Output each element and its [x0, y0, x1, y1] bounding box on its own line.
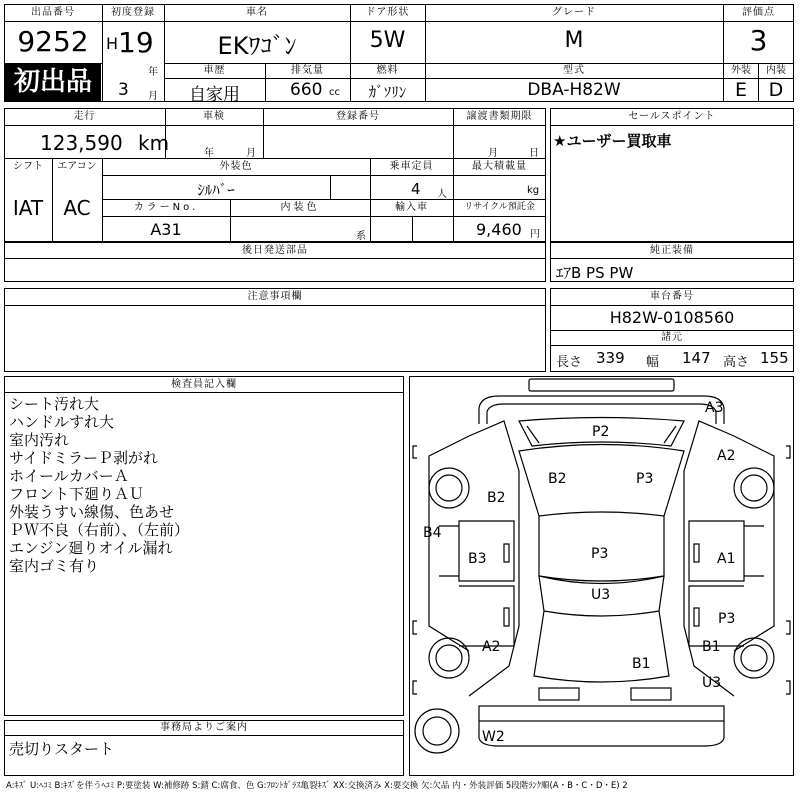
load-unit: kg [527, 185, 540, 196]
import-label: 輸入車 [371, 201, 452, 214]
color: ｼﾙﾊﾞｰ [197, 181, 235, 199]
fuel: ｶﾞｿﾘﾝ [368, 83, 407, 101]
inspector-note: ホイールカバーＡ [9, 467, 129, 485]
inspector-label: 検査員記入欄 [5, 378, 403, 391]
damage-mark: B4 [423, 525, 442, 541]
lot-no-label: 出品番号 [5, 6, 101, 19]
inspection-label: 車検 [166, 110, 262, 123]
inspector-note: エンジン廻りオイル漏れ [9, 539, 173, 557]
shift: IAT [12, 196, 44, 220]
inspector-note: 室内汚れ [9, 431, 70, 449]
car-name-label: 車名 [165, 6, 349, 19]
sales-point-frame [550, 108, 794, 242]
first-reg-label: 初度登録 [103, 6, 163, 19]
history-label: 車歴 [165, 64, 264, 77]
damage-mark: B3 [468, 551, 487, 567]
damage-mark: U3 [591, 587, 611, 603]
inspection-year-unit: 年 [204, 148, 214, 159]
recycle-unit: 円 [530, 229, 540, 240]
damage-mark: B2 [487, 490, 506, 506]
damage-mark: B1 [632, 656, 651, 672]
color-no: A31 [150, 220, 182, 239]
model: DBA-H82W [527, 80, 621, 100]
fuel-label: 燃料 [351, 64, 424, 77]
inspector-note: 外装うすい線傷、色あせ [9, 503, 175, 521]
capacity-unit: 人 [437, 189, 447, 200]
inspector-note: ＰＷ不良（右前）、（左前） [9, 521, 190, 539]
inspector-note: ハンドルすれ大 [9, 413, 115, 431]
inspector-note: フロント下廻りＡＵ [9, 485, 145, 503]
inspector-note: 室内ゴミ有り [9, 557, 100, 575]
grade-label: グレード [426, 6, 722, 19]
chassis-label: 車台番号 [551, 290, 793, 303]
score-label: 評価点 [724, 6, 793, 19]
model-label: 型式 [426, 64, 722, 77]
interior-color-unit: 系 [356, 231, 366, 242]
damage-mark: P2 [592, 424, 610, 440]
color-no-label: カラーNo. [103, 201, 229, 214]
load-label: 最大積載量 [454, 160, 545, 173]
inspector-note: サイドミラーＰ剥がれ [9, 449, 158, 467]
ac-label: エアコン [53, 160, 101, 173]
dims-label: 諸元 [551, 331, 793, 344]
damage-mark: A2 [482, 639, 501, 655]
reg-month: 3 [118, 80, 129, 100]
score: 3 [749, 24, 768, 57]
displacement-unit: cc [329, 87, 340, 98]
damage-mark: P3 [636, 471, 654, 487]
inspector-notes [9, 395, 399, 575]
office-label: 事務局よりご案内 [5, 721, 403, 734]
era: H [106, 34, 119, 53]
exterior-label: 外装 [724, 64, 758, 77]
damage-mark: P3 [718, 611, 736, 627]
exterior-rating: E [734, 79, 747, 101]
caution-label: 注意事項欄 [5, 290, 545, 303]
month-unit: 月 [148, 91, 158, 102]
length-label: 長さ [556, 355, 583, 370]
capacity: 4 [411, 180, 421, 198]
damage-mark: A1 [717, 551, 736, 567]
width: 147 [682, 349, 711, 367]
legend-text: A:ｷｽﾞ U:ﾍｺﾐ B:ｷｽﾞを伴うﾍｺﾐ P:要塗装 W:補修跡 S:錆 C:腐食、色 G:ﾌﾛﾝﾄｶﾞﾗｽ亀裂ｷｽﾞ XX:交換済み X:要交換 欠:欠品 内・外装評価 5段階ﾗﾝｸ順(A・B・C・D・E) 2 [6, 781, 628, 791]
door-type: 5W [369, 28, 406, 53]
plate-label: 登録番号 [264, 110, 452, 123]
later-parts-label: 後日発送部品 [5, 244, 545, 257]
ac: AC [63, 196, 91, 220]
color-label: 外装色 [103, 160, 369, 173]
interior-rating: D [768, 79, 784, 101]
height-label: 高さ [723, 355, 750, 370]
displacement: 660 [290, 80, 323, 100]
equipment-label: 純正装備 [551, 244, 793, 257]
interior-color-label: 内装色 [231, 201, 369, 214]
damage-mark: U3 [702, 675, 722, 691]
inspector-note: シート汚れ大 [9, 395, 100, 413]
damage-mark: B2 [548, 471, 567, 487]
transfer-day-unit: 日 [529, 148, 539, 159]
damage-mark: A2 [717, 448, 736, 464]
length: 339 [596, 349, 625, 367]
mileage-unit: km [138, 131, 170, 155]
sales-point-label: セールスポイント [551, 110, 793, 123]
recycle-label: リサイクル預託金 [454, 201, 545, 214]
mileage-label: 走行 [5, 110, 164, 123]
reg-year: 19 [118, 26, 154, 59]
office-text: 売切りスタート [9, 740, 115, 758]
lot-no: 9252 [17, 25, 89, 58]
inspection-month-unit: 月 [246, 148, 256, 159]
car-name: EKﾜｺﾞﾝ [217, 32, 297, 60]
grade: M [564, 28, 584, 53]
mileage: 123,590 [40, 131, 123, 155]
recycle-fee: 9,460 [476, 220, 522, 239]
displacement-label: 排気量 [266, 64, 349, 77]
damage-mark: P3 [591, 546, 609, 562]
sales-point-text: ★ユーザー買取車 [553, 132, 672, 150]
chassis-number: H82W-0108560 [609, 308, 735, 327]
height: 155 [760, 349, 789, 367]
damage-mark: B1 [702, 639, 721, 655]
damage-mark: A3 [705, 400, 724, 416]
capacity-label: 乗車定員 [371, 160, 452, 173]
equipment-text: ｴｱB PS PW [556, 264, 634, 282]
damage-mark: W2 [482, 729, 505, 745]
interior-label: 内装 [759, 64, 793, 77]
width-label: 幅 [646, 355, 660, 370]
first-sale-badge: 初出品 [5, 64, 101, 101]
year-unit: 年 [148, 67, 158, 78]
transfer-month-unit: 月 [488, 148, 498, 159]
door-label: ドア形状 [351, 6, 424, 19]
transfer-label: 譲渡書類期限 [454, 110, 545, 123]
history: 自家用 [189, 85, 240, 105]
shift-label: シフト [5, 160, 51, 173]
